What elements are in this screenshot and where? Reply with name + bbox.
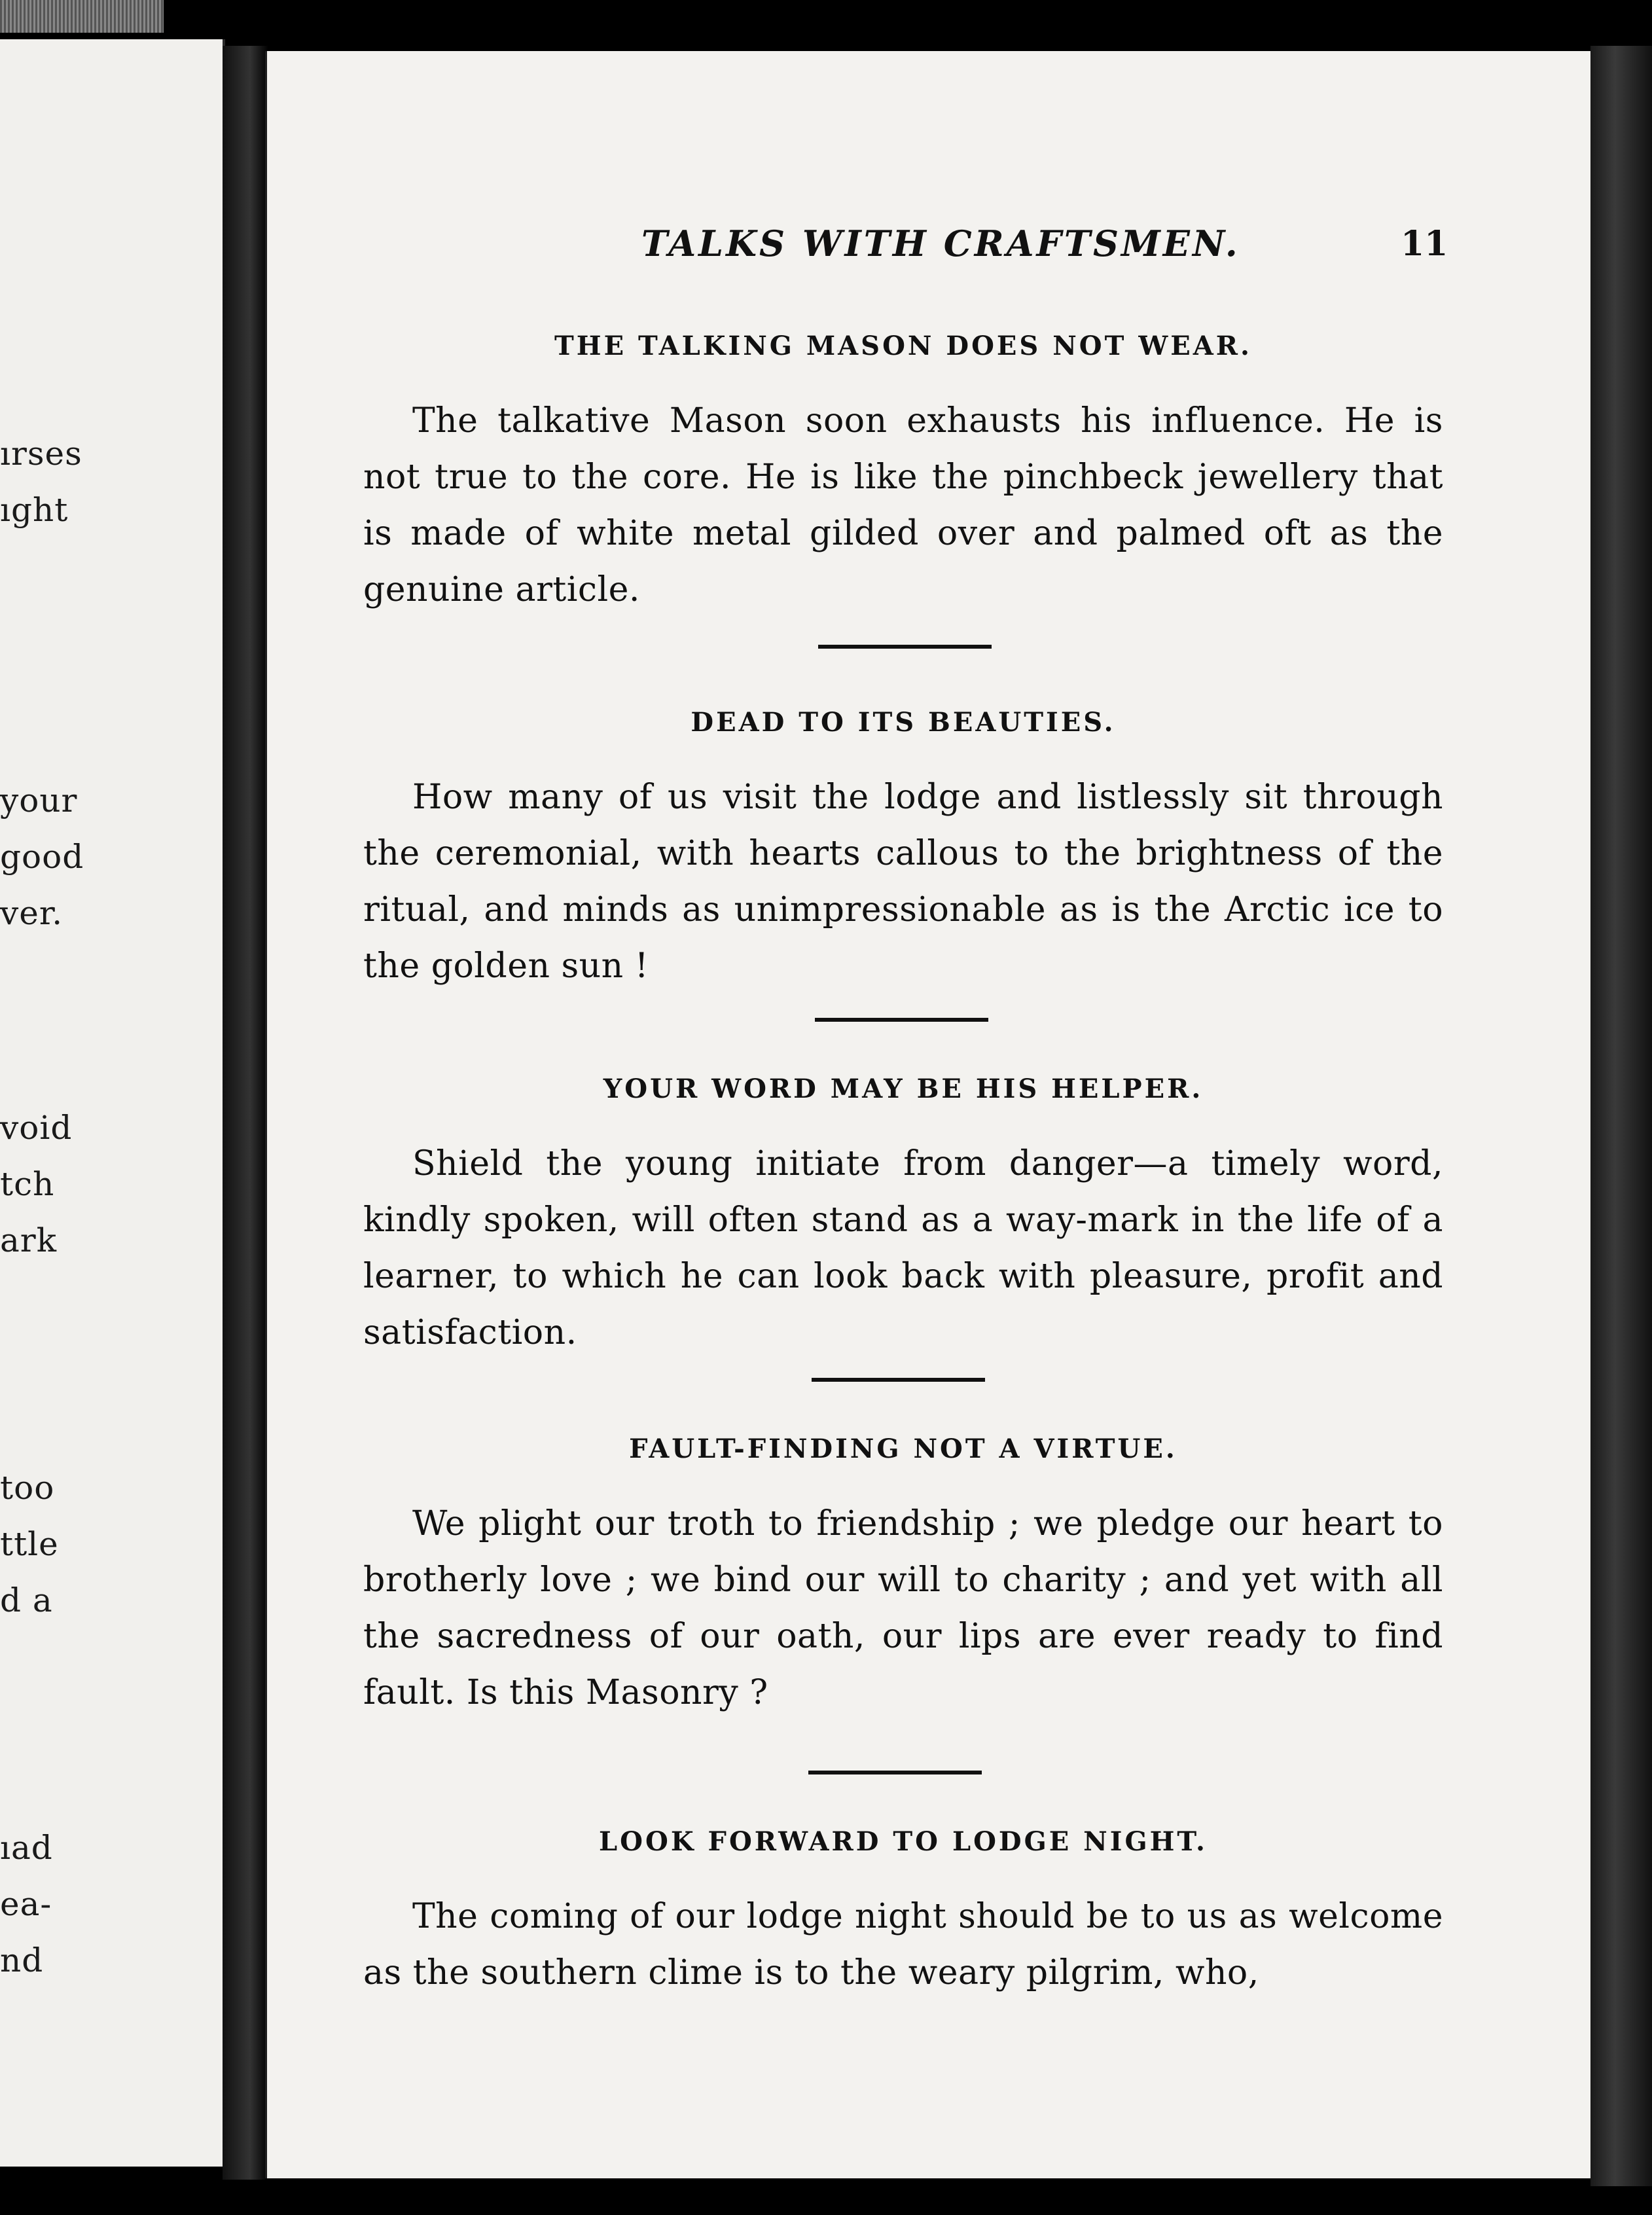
running-title: TALKS WITH CRAFTSMEN. xyxy=(641,223,1240,264)
book-gutter xyxy=(223,46,268,2180)
book-page xyxy=(265,51,1592,2178)
left-fragment: nd xyxy=(0,1941,44,1979)
section-body: Shield the young initiate from danger—a timely word, kindly spoken, will often stand as a way-mark in the life of a learner, to which he can look back with pleasure, profit and satisfaction. xyxy=(363,1144,1443,1352)
section-body: The coming of our lodge night should be to us as welcome as the southern clime is to the weary pilgrim, who, xyxy=(363,1897,1443,1992)
left-fragment: ea- xyxy=(0,1885,52,1923)
section-heading: YOUR WORD MAY BE HIS HELPER. xyxy=(603,1073,1204,1104)
left-fragment: ark xyxy=(0,1221,58,1259)
left-page-edge xyxy=(0,0,164,33)
page-number: 11 xyxy=(1401,224,1448,264)
section-divider xyxy=(808,1771,982,1774)
section-divider xyxy=(818,645,992,649)
section-divider xyxy=(815,1018,988,1022)
section-heading: DEAD TO ITS BEAUTIES. xyxy=(691,707,1116,738)
right-page-edge xyxy=(1590,46,1652,2186)
section-body: We plight our troth to friendship ; we pledge our heart to brotherly love ; we bind our will to charity ; and yet with all the sacredness of our oath, our lips are ever ready to find fault. Is this Masonry ? xyxy=(363,1504,1443,1712)
left-fragment: ttle xyxy=(0,1525,59,1563)
left-fragment: your xyxy=(0,782,78,819)
left-fragment: good xyxy=(0,838,84,876)
left-fragment: too xyxy=(0,1469,55,1507)
section-body: How many of us visit the lodge and listlessly sit through the ceremonial, with hearts callous to the brightness of the ritual, and minds as unimpressionable as is the Arctic ice to the golden sun ! xyxy=(363,778,1443,986)
left-fragment: ırses xyxy=(0,435,82,473)
left-fragment: ıad xyxy=(0,1829,53,1867)
left-fragment: d a xyxy=(0,1581,53,1619)
section-body: The talkative Mason soon exhausts his influence. He is not true to the core. He is like the pinchbeck jewellery that is made of white metal gilded over and palmed oft as the genuine article. xyxy=(363,401,1443,609)
left-page-strip xyxy=(0,39,225,2167)
left-fragment: tch xyxy=(0,1165,55,1203)
section-divider xyxy=(812,1378,985,1382)
section-heading: THE TALKING MASON DOES NOT WEAR. xyxy=(554,331,1252,361)
left-fragment: ıght xyxy=(0,491,69,529)
section-heading: LOOK FORWARD TO LODGE NIGHT. xyxy=(599,1826,1208,1857)
running-head xyxy=(367,223,1448,275)
left-fragment: void xyxy=(0,1109,73,1147)
section-heading: FAULT-FINDING NOT A VIRTUE. xyxy=(629,1433,1177,1464)
left-fragment: ver. xyxy=(0,894,63,932)
